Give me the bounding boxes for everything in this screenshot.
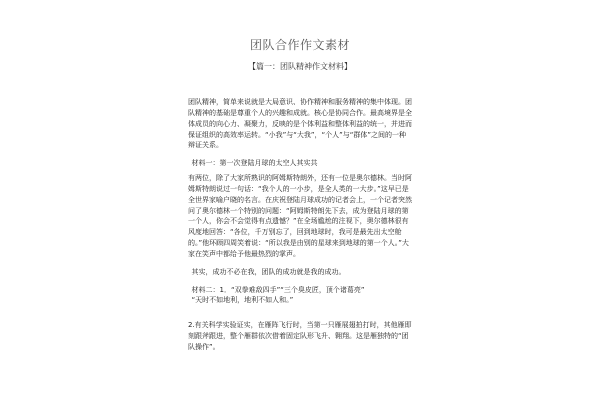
intro-paragraph: 团队精神，简单来说就是大局意识、协作精神和服务精神的集中体现。团队精神的基础是尊重个人的兴趣和成就。核心是协同合作。最高境界是全体成员的向心力、凝聚力，反映的是个体利益和整体利益的统一，并进而保证组织的高效率运转。“小我”与“大我”，“个人”与“群体”之间的一种辩证关系。 [188,97,412,150]
document-title: 团队合作作文素材 [249,38,350,52]
point2-paragraph: 2.有关科学实验证实，在雁阵飞行时，当第一只雁展翅拍打时，其他雁即刻跟斧跟进，整个雁群依次借着固定队形飞升、翱翔。这是雁独特的“团队操作”。 [188,321,412,352]
document-subtitle: 【篇一：团队精神作文材料】 [248,61,352,71]
material1-conclusion: 其实，成功不必在我，团队的成功就是我的成功。 [191,267,346,276]
document-page [158,0,442,400]
material2-heading: 材料二：1．“双拳难敌四手”“三个臭皮匠，顶个诸葛亮” [191,285,365,294]
material1-body: 有两位，除了大家所熟识的阿姆斯特朗外，还有一位是奥尔德林。当时阿姆斯特朗说过一句话：“我个人的一小步，是全人类的一大步。”这早已是全世界家喻户晓的名言。在庆祝登陆月球成功的记者会上，一个记者突然问了奥尔德林一个特别的问题：“阿姆斯特朗先下去，成为登陆月球的第一个人，你会不会觉得有点遗憾？”在全场尴尬的注视下，奥尔德林很有风度地回答：“各位，千万别忘了，回到地球时，我可是最先出太空舱的。”他环顾四周笑着说：“所以我是由别的星球来到地球的第一个人。”大家在笑声中都给予他最热烈的掌声。 [188,174,412,258]
material1-heading: 材料一：第一次登陆月球的太空人其实共 [191,159,318,168]
material2-line2: “天时不如地利，地利不如人和。” [191,296,294,305]
